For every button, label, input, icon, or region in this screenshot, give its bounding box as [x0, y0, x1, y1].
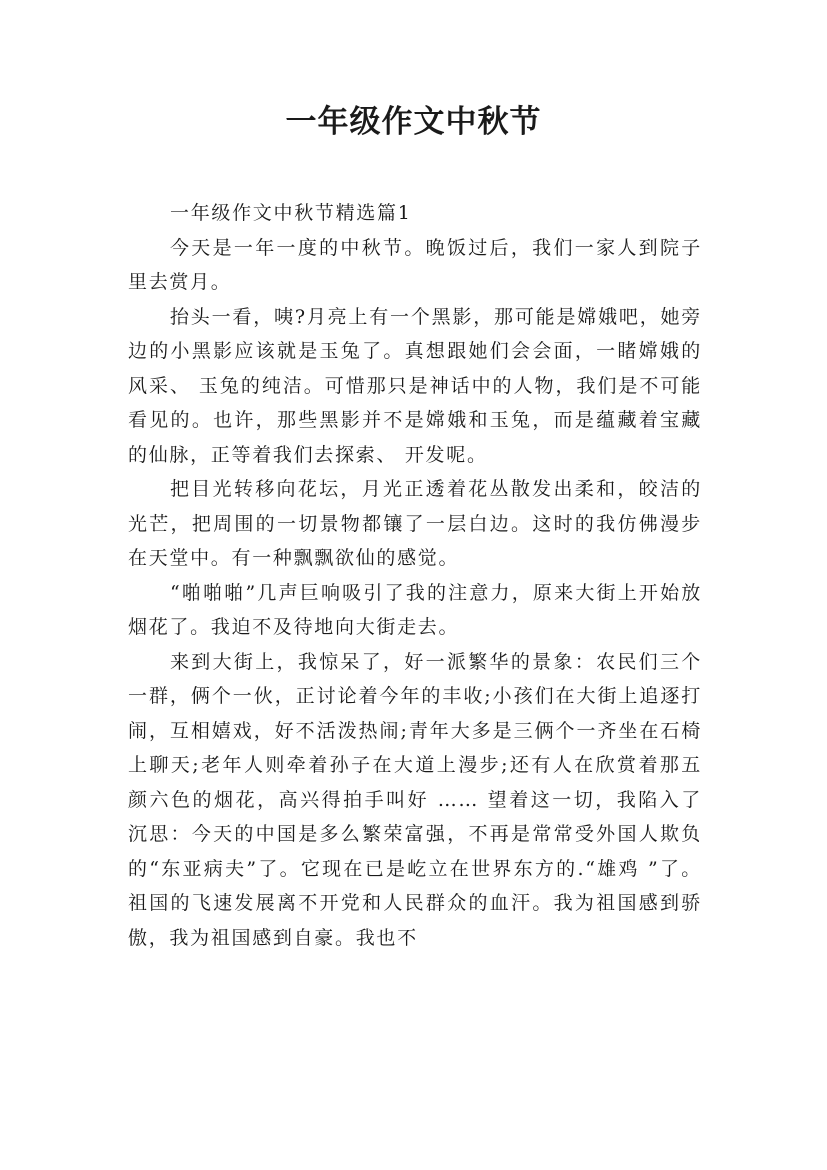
section-heading: 一年级作文中秋节精选篇1	[170, 202, 412, 224]
document-body	[128, 196, 702, 955]
paragraph: 抬头一看，咦?月亮上有一个黑影，那可能是嫦娥吧，她旁边的小黑影应该就是玉兔了。真想跟她们会会面，一睹嫦娥的风采、 玉兔的纯洁。可惜那只是神话中的人物，我们是不可能看见的。也许，那些黑影并不是嫦娥和玉兔，而是蕴藏着宝藏的仙脉，正等着我们去探索、 开发呢。	[128, 305, 702, 466]
paragraph: 来到大街上，我惊呆了，好一派繁华的景象：农民们三个一群，俩个一伙，正讨论着今年的丰收;小孩们在大街上追逐打闹，互相嬉戏，好不活泼热闹;青年大多是三俩个一齐坐在石椅上聊天;老年人则牵着孙子在大道上漫步;还有人在欣赏着那五颜六色的烟花，高兴得拍手叫好 …… 望着这一切，我陷入了沉思：今天的中国是多么繁荣富强，不再是常常受外国人欺负的“东亚病夫”了。它现在已是屹立在世界东方的.“雄鸡 ”了。祖国的飞速发展离不开党和人民群众的血汗。我为祖国感到骄傲，我为祖国感到自豪。我也不	[128, 650, 702, 949]
paragraph: 今天是一年一度的中秋节。晚饭过后，我们一家人到院子里去赏月。	[128, 236, 702, 293]
paragraph: “啪啪啪”几声巨响吸引了我的注意力，原来大街上开始放烟花了。我迫不及待地向大街走去。	[128, 581, 702, 638]
paragraph: 把目光转移向花坛，月光正透着花丛散发出柔和，皎洁的光芒，把周围的一切景物都镶了一层白边。这时的我仿佛漫步在天堂中。有一种飘飘欲仙的感觉。	[128, 478, 702, 569]
document-title: 一年级作文中秋节	[285, 104, 542, 140]
